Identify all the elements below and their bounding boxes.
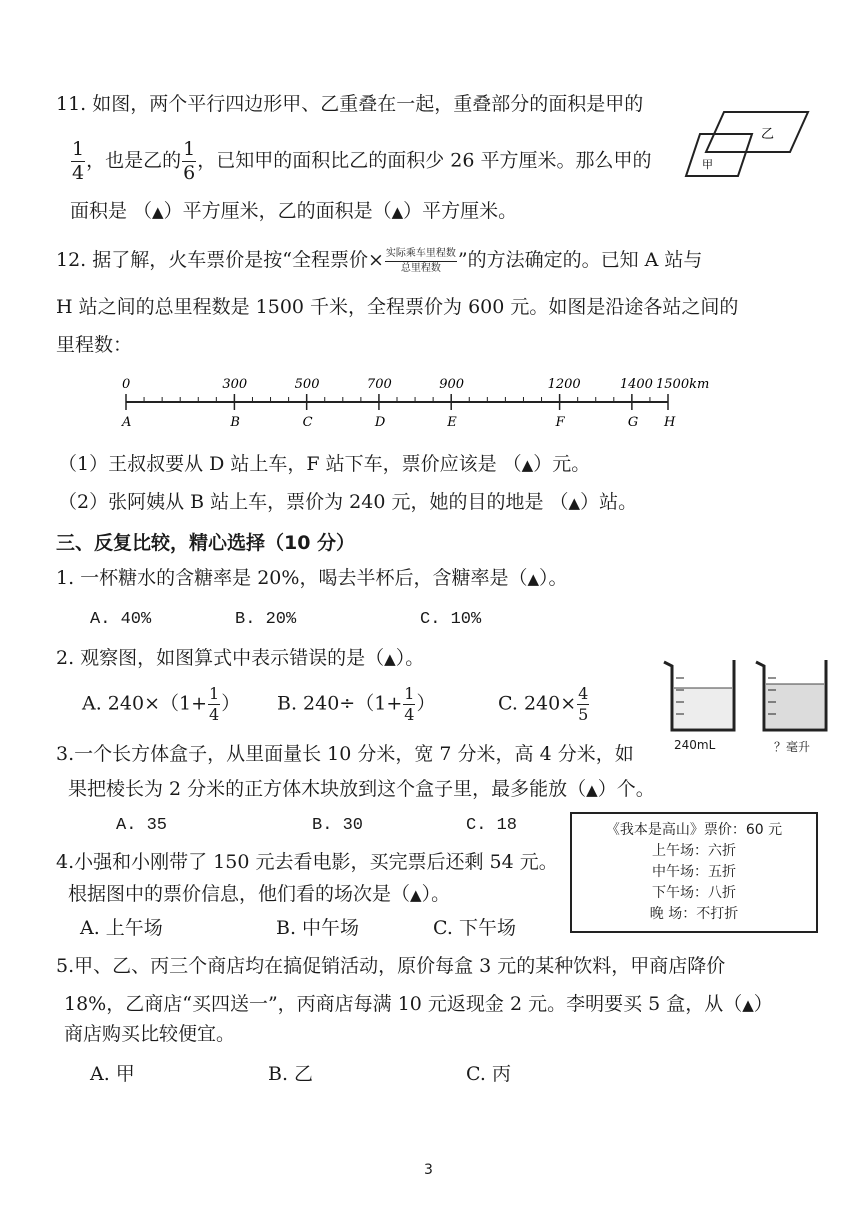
ruler-station-label: H [664, 415, 676, 430]
c5-option-c: C. 丙 [466, 1063, 511, 1085]
c4-line1: 4.小强和小刚带了 150 元去看电影，买完票后还剩 54 元。 [56, 851, 558, 873]
c2-option-c: C. 240× $\frac{4}{5}$ [498, 684, 589, 724]
blank-triangle: ▲ [410, 886, 422, 904]
blank-triangle: ▲ [742, 996, 754, 1014]
ticket-row-afternoon: 下午场：八折 [652, 885, 736, 901]
ruler-distance-label: 1500km [656, 377, 710, 392]
ticket-row-morning: 上午场：六折 [652, 843, 736, 859]
ruler-station-label: E [447, 415, 457, 430]
q11-line1: 11. 如图，两个平行四边形甲、乙重叠在一起，重叠部分的面积是甲的 [56, 93, 644, 115]
ruler-distance-label: 300 [222, 377, 248, 392]
ruler-distance-label: 1400 [619, 377, 653, 392]
mileage-ruler [110, 372, 710, 434]
c4-line2: 根据图中的票价信息，他们看的场次是（▲）。 [68, 883, 451, 905]
c3-line1: 3.一个长方体盒子，从里面量长 10 分米，宽 7 分米，高 4 分米，如 [56, 743, 634, 765]
c3-option-b: B. 30 [312, 816, 364, 835]
c1-option-b: B. 20% [235, 610, 297, 629]
ruler-station-label: D [374, 415, 386, 430]
beaker-1 [660, 656, 740, 736]
c4-option-a: A. 上午场 [80, 917, 163, 939]
q12-sub1: （1）王叔叔要从 D 站上车，F 站下车，票价应该是 （▲）元。 [58, 453, 591, 475]
c5-option-b: B. 乙 [268, 1063, 314, 1085]
label-yi: 乙 [761, 127, 775, 142]
ruler-station-label: B [230, 415, 240, 430]
beaker-2 [752, 656, 832, 736]
ticket-price-box [570, 812, 818, 933]
blank-triangle: ▲ [152, 203, 164, 221]
blank-triangle: ▲ [384, 650, 396, 668]
parallelogram-figure [680, 100, 810, 182]
blank-triangle: ▲ [527, 570, 539, 588]
label-jia: 甲 [702, 158, 713, 171]
ticket-row-evening: 晚 场：不打折 [649, 906, 739, 922]
section-3-title: 三、反复比较，精心选择（10 分） [56, 532, 356, 554]
page-number: 3 [424, 1162, 433, 1178]
ruler-distance-label: 500 [294, 377, 320, 392]
c1-option-c: C. 10% [420, 610, 482, 629]
q11-fraction-2: $\frac{1}{6}$ [183, 138, 196, 184]
c4-option-b: B. 中午场 [276, 917, 360, 939]
q12-line3: 里程数： [56, 334, 133, 356]
q12-line2: H 站之间的总里程数是 1500 千米，全程票价为 600 元。如图是沿途各站之间的 [56, 296, 739, 318]
q11-line3: 面积是 （▲）平方厘米，乙的面积是（▲）平方厘米。 [70, 200, 518, 222]
ruler-distance-label: 700 [366, 377, 392, 392]
c5-line3: 商店购买比较便宜。 [64, 1023, 236, 1045]
blank-triangle: ▲ [521, 456, 534, 474]
q12-fraction: $\frac{\text{实际乘车里程数}}{\text{总里程数}}$ [385, 247, 456, 274]
blank-triangle: ▲ [391, 203, 404, 221]
c5-line2: 18%，乙商店“买四送一”，丙商店每满 10 元返现金 2 元。李明要买 5 盒，从（▲） [64, 993, 773, 1015]
c3-option-a: A. 35 [116, 816, 168, 835]
beaker-2-label: ？毫升 [774, 740, 811, 754]
ticket-row-noon: 中午场：五折 [652, 864, 736, 880]
ruler-station-label: G [627, 415, 639, 430]
c2-option-b: B. 240÷（1+ $\frac{1}{4}$ ） [277, 684, 436, 724]
q11-line2: $\frac{1}{4}$ ，也是乙的 $\frac{1}{6}$ ，已知甲的面积比乙的面积少 26 平方厘米。那么甲的 [72, 138, 652, 184]
q12-line1: 12. 据了解，火车票价是按“全程票价× $\frac{\text{实际乘车里程数}}{\text{总里程数}}$ ”的方法确定的。已知 A 站与 [56, 247, 703, 274]
ruler-station-label: F [555, 415, 565, 430]
c2-stem: 2. 观察图，如图算式中表示错误的是（▲）。 [56, 647, 425, 669]
blank-triangle: ▲ [568, 494, 581, 512]
c3-line2: 果把棱长为 2 分米的正方体木块放到这个盒子里，最多能放（▲）个。 [68, 778, 655, 800]
ruler-station-label: C [302, 415, 313, 430]
ticket-title: 《我本是高山》票价：60 元 [605, 822, 783, 838]
q12-sub2: （2）张阿姨从 B 站上车，票价为 240 元，她的目的地是 （▲）站。 [58, 491, 638, 513]
ruler-distance-label: 900 [439, 377, 465, 392]
beaker-1-label: 240mL [674, 738, 716, 752]
ruler-station-label: A [122, 415, 132, 430]
ruler-distance-label: 1200 [547, 377, 581, 392]
ruler-distance-label: 0 [122, 377, 131, 392]
q11-fraction-1: $\frac{1}{4}$ [72, 138, 85, 184]
c4-option-c: C. 下午场 [433, 917, 516, 939]
c1-option-a: A. 40% [90, 610, 152, 629]
c3-option-c: C. 18 [466, 816, 518, 835]
c5-line1: 5.甲、乙、丙三个商店均在搞促销活动，原价每盒 3 元的某种饮料，甲商店降价 [56, 955, 726, 977]
c1-stem: 1. 一杯糖水的含糖率是 20%，喝去半杯后，含糖率是（▲）。 [56, 567, 568, 589]
c5-option-a: A. 甲 [90, 1063, 135, 1085]
blank-triangle: ▲ [586, 781, 598, 799]
c2-option-a: A. 240×（1+ $\frac{1}{4}$ ） [82, 684, 241, 724]
